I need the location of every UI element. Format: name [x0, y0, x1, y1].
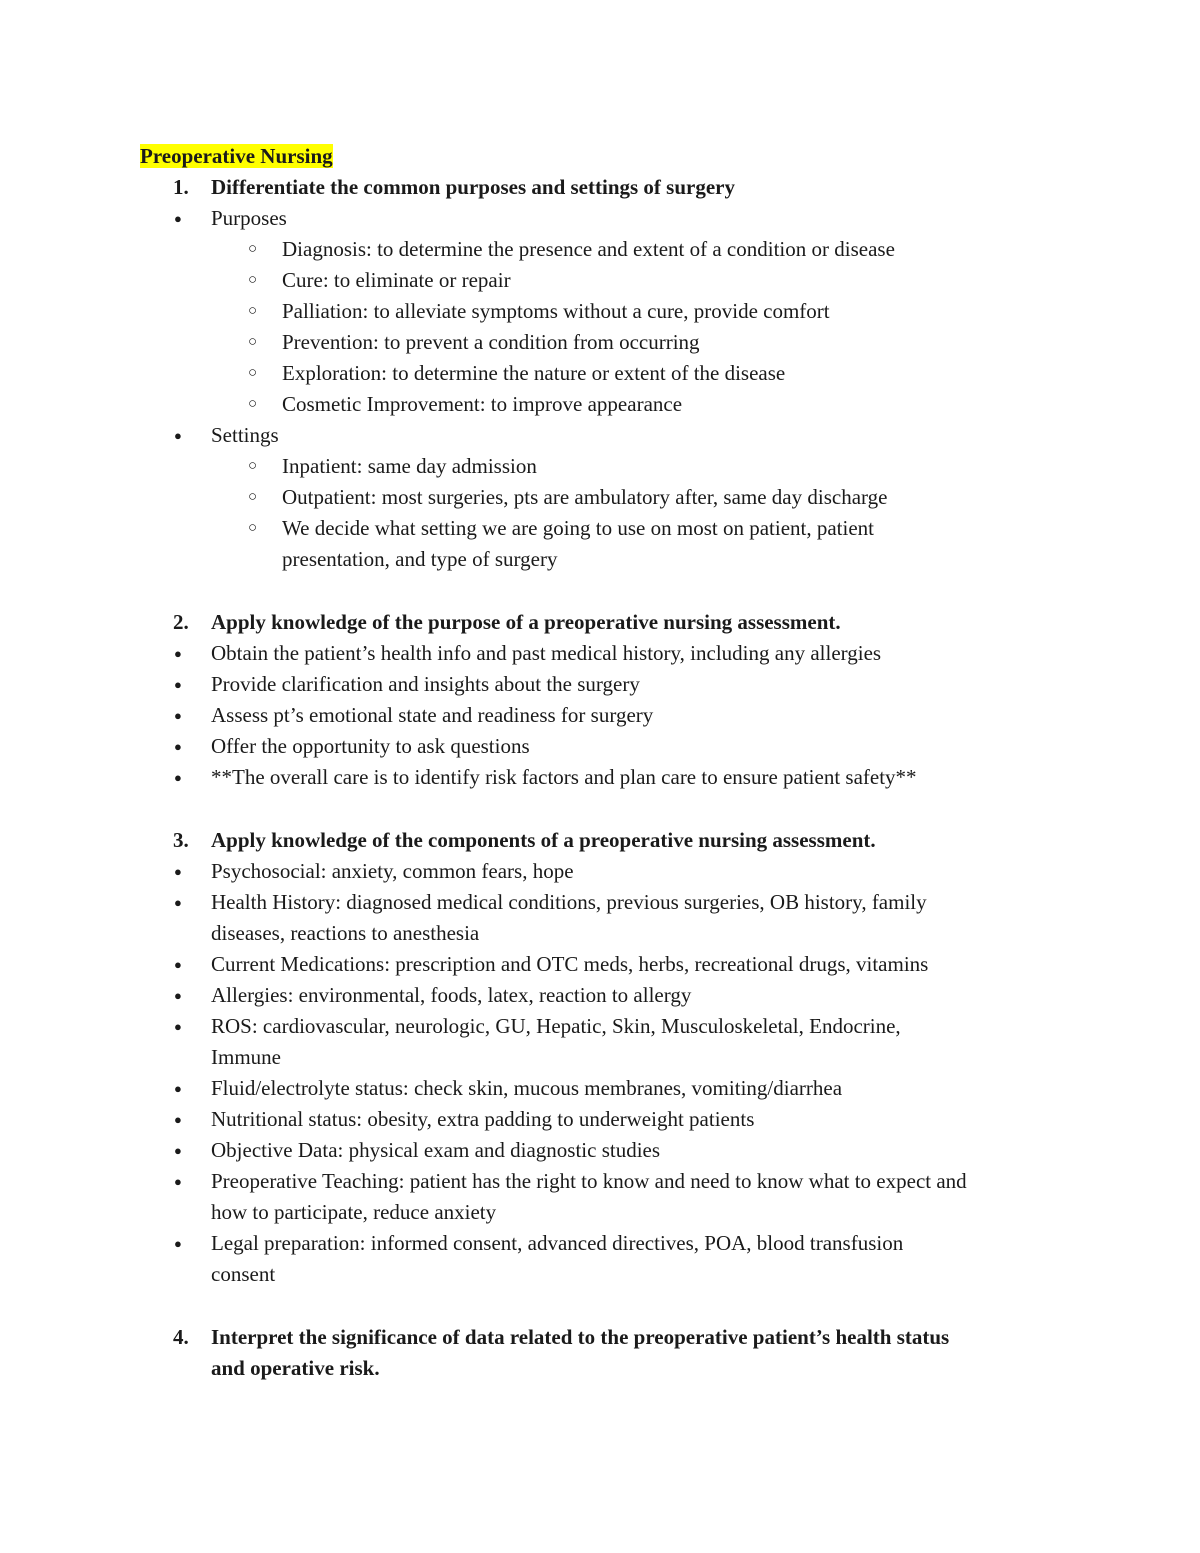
list-item: ● Objective Data: physical exam and diagnostic studies: [211, 1135, 660, 1166]
list-item: ○ We decide what setting we are going to use on most on patient, patient: [282, 513, 874, 544]
list-item: ● Obtain the patient’s health info and past medical history, including any allergies: [211, 638, 881, 669]
list-item-continuation: Immune: [211, 1045, 281, 1069]
list-item: ● Fluid/electrolyte status: check skin, mucous membranes, vomiting/diarrhea: [211, 1073, 842, 1104]
list-item: ● **The overall care is to identify risk factors and plan care to ensure patient safety**: [211, 762, 917, 793]
section-1-number: 1.: [173, 175, 189, 199]
section-2-heading: Apply knowledge of the purpose of a preoperative nursing assessment.: [211, 610, 841, 634]
page-title: Preoperative Nursing: [140, 144, 333, 168]
list-item: ● Assess pt’s emotional state and readiness for surgery: [211, 700, 653, 731]
list-item: ○ Palliation: to alleviate symptoms without a cure, provide comfort: [282, 296, 830, 327]
list-item: ● ROS: cardiovascular, neurologic, GU, Hepatic, Skin, Musculoskeletal, Endocrine,: [211, 1011, 901, 1042]
list-item: ● Offer the opportunity to ask questions: [211, 731, 530, 762]
list-item: ○ Exploration: to determine the nature or extent of the disease: [282, 358, 785, 389]
section-1-heading: Differentiate the common purposes and settings of surgery: [211, 175, 735, 199]
list-item: ○ Diagnosis: to determine the presence and extent of a condition or disease: [282, 234, 895, 265]
list-item-continuation: presentation, and type of surgery: [282, 547, 558, 571]
list-item: ○ Cure: to eliminate or repair: [282, 265, 511, 296]
section-3-heading: Apply knowledge of the components of a preoperative nursing assessment.: [211, 828, 876, 852]
list-item-continuation: diseases, reactions to anesthesia: [211, 921, 480, 945]
list-item: ● Preoperative Teaching: patient has the right to know and need to know what to expect and: [211, 1166, 967, 1197]
section-2-number: 2.: [173, 610, 189, 634]
list-item: ● Current Medications: prescription and OTC meds, herbs, recreational drugs, vitamins: [211, 949, 928, 980]
settings-label: ● Settings: [211, 420, 279, 451]
section-4-number: 4.: [173, 1325, 189, 1349]
section-3-number: 3.: [173, 828, 189, 852]
list-item: ○ Cosmetic Improvement: to improve appearance: [282, 389, 682, 420]
list-item-continuation: consent: [211, 1262, 276, 1286]
list-item: ○ Inpatient: same day admission: [282, 451, 537, 482]
list-item: ○ Prevention: to prevent a condition from occurring: [282, 327, 700, 358]
list-item: ● Allergies: environmental, foods, latex, reaction to allergy: [211, 980, 691, 1011]
list-item: ● Legal preparation: informed consent, advanced directives, POA, blood transfusion: [211, 1228, 903, 1259]
section-4-heading-continuation: and operative risk.: [211, 1356, 380, 1380]
list-item: ● Provide clarification and insights about the surgery: [211, 669, 640, 700]
list-item: ● Health History: diagnosed medical conditions, previous surgeries, OB history, family: [211, 887, 927, 918]
list-item: ● Nutritional status: obesity, extra padding to underweight patients: [211, 1104, 754, 1135]
list-item: ○ Outpatient: most surgeries, pts are ambulatory after, same day discharge: [282, 482, 887, 513]
purposes-label: ● Purposes: [211, 203, 287, 234]
list-item-continuation: how to participate, reduce anxiety: [211, 1200, 497, 1224]
section-4-heading: Interpret the significance of data related to the preoperative patient’s health status: [211, 1325, 950, 1349]
list-item: ● Psychosocial: anxiety, common fears, hope: [211, 856, 574, 887]
